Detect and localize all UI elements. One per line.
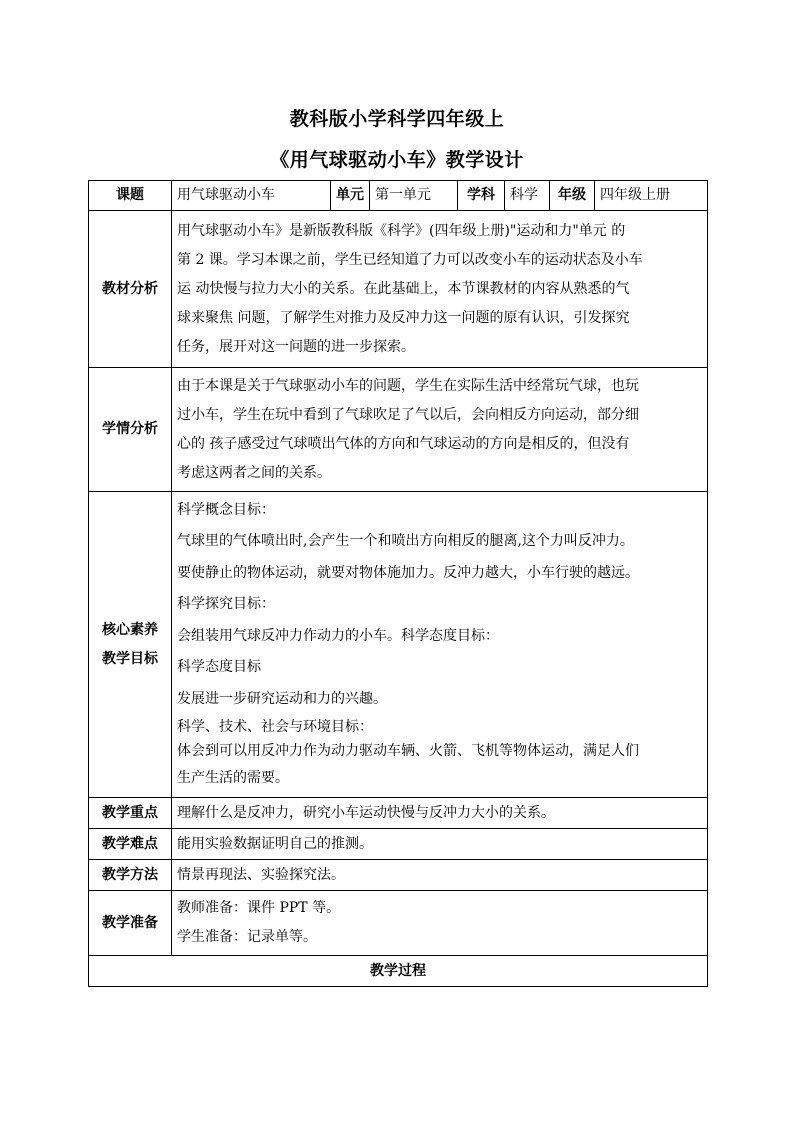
- preparation-text: [172, 891, 708, 956]
- key-point-row: [89, 798, 708, 829]
- text-line: 气球里的气体喷出时,会产生一个和喷出方向相反的腿离,这个力叫反冲力。: [177, 533, 634, 549]
- process-row: [89, 956, 708, 987]
- student-analysis-row: [89, 368, 708, 492]
- unit-value: 第一单元: [370, 181, 458, 211]
- core-goals-row: [89, 492, 708, 798]
- text-line: 会组装用气球反冲力作动力的小车。科学态度目标：: [177, 627, 499, 644]
- text-line: 球来聚焦 问题，了解学生对推力及反冲力这一问题的原有认识，引发探究: [177, 309, 630, 326]
- core-goals-text: [172, 492, 708, 798]
- text-line: 要使静止的物体运动，就要对物体施加力。反冲力越大，小车行驶的越远。: [177, 564, 639, 581]
- difficulty-row: [89, 829, 708, 860]
- text-line: 第 2 课。学习本课之前，学生已经知道了力可以改变小车的运动状态及小车: [177, 251, 643, 268]
- key-point-label: 教学重点: [89, 798, 172, 829]
- text-line: 心的 孩子感受过气球喷出气体的方向和气球运动的方向是相反的，但没有: [177, 435, 630, 452]
- topic-value: 用气球驱动小车: [172, 181, 331, 211]
- grade-value: 四年级上册: [595, 181, 708, 211]
- student-analysis-text: [172, 368, 708, 492]
- preparation-row: [89, 891, 708, 956]
- material-analysis-label: 教材分析: [89, 211, 172, 368]
- text-line: 科学探究目标：: [177, 596, 275, 612]
- topic-label: 课题: [89, 181, 172, 211]
- text-line: 任务，展开对这一问题的进一步探索。: [177, 338, 415, 355]
- text-line: 科学态度目标: [177, 659, 261, 675]
- lesson-plan-table: [88, 180, 708, 987]
- subject-value: 科学: [505, 181, 550, 211]
- key-point-value: 理解什么是反冲力，研究小车运动快慢与反冲力大小的关系。: [172, 798, 708, 829]
- text-line: 过小车，学生在玩中看到了气球吹足了气以后，会向相反方向运动，部分细: [177, 406, 639, 423]
- core-goals-label: [89, 492, 172, 798]
- subject-label: 学科: [458, 181, 505, 211]
- material-analysis-row: [89, 211, 708, 368]
- text-line: 科学、技术、社会与环境目标：: [177, 719, 373, 735]
- text-line: 考虑这两者之间的关系。: [177, 464, 331, 481]
- text-line: 用气球驱动小车》是新版教科版《科学》(四年级上册)"运动和力"单元 的: [177, 222, 626, 239]
- core-goals-label-line2: 教学目标: [102, 650, 158, 667]
- text-line: 发展进一步研究运动和力的兴趣。: [177, 690, 387, 707]
- method-value: 情景再现法、实验探究法。: [172, 860, 708, 891]
- text-line: 由于本课是关于气球驱动小车的问题，学生在实际生活中经常玩气球，也玩: [177, 377, 639, 394]
- teacher-preparation: 教师准备：课件 PPT 等。: [177, 900, 341, 916]
- material-analysis-text: [172, 211, 708, 368]
- text-line: 运 动快慢与拉力大小的关系。在此基础上，本节课教材的内容从熟悉的气: [177, 280, 630, 297]
- text-line: 生产生活的需要。: [177, 770, 289, 786]
- header-row: [89, 181, 708, 211]
- method-label: 教学方法: [89, 860, 172, 891]
- preparation-label: 教学准备: [89, 891, 172, 956]
- difficulty-value: 能用实验数据证明自己的推测。: [172, 829, 708, 860]
- student-preparation: 学生准备：记录单等。: [177, 929, 317, 945]
- text-line: 科学概念目标：: [177, 501, 275, 518]
- grade-label: 年级: [550, 181, 595, 211]
- document-subtitle: 《用气球驱动小车》教学设计: [270, 149, 524, 171]
- document-title: 教科版小学科学四年级上: [289, 108, 505, 130]
- method-row: [89, 860, 708, 891]
- student-analysis-label: 学情分析: [89, 368, 172, 492]
- unit-label: 单元: [331, 181, 370, 211]
- process-label: 教学过程: [89, 956, 708, 987]
- core-goals-label-line1: 核心素养: [102, 621, 158, 638]
- difficulty-label: 教学难点: [89, 829, 172, 860]
- text-line: 体会到可以用反冲力作为动力驱动车辆、火箭、飞机等物体运动，满足人们: [177, 743, 639, 759]
